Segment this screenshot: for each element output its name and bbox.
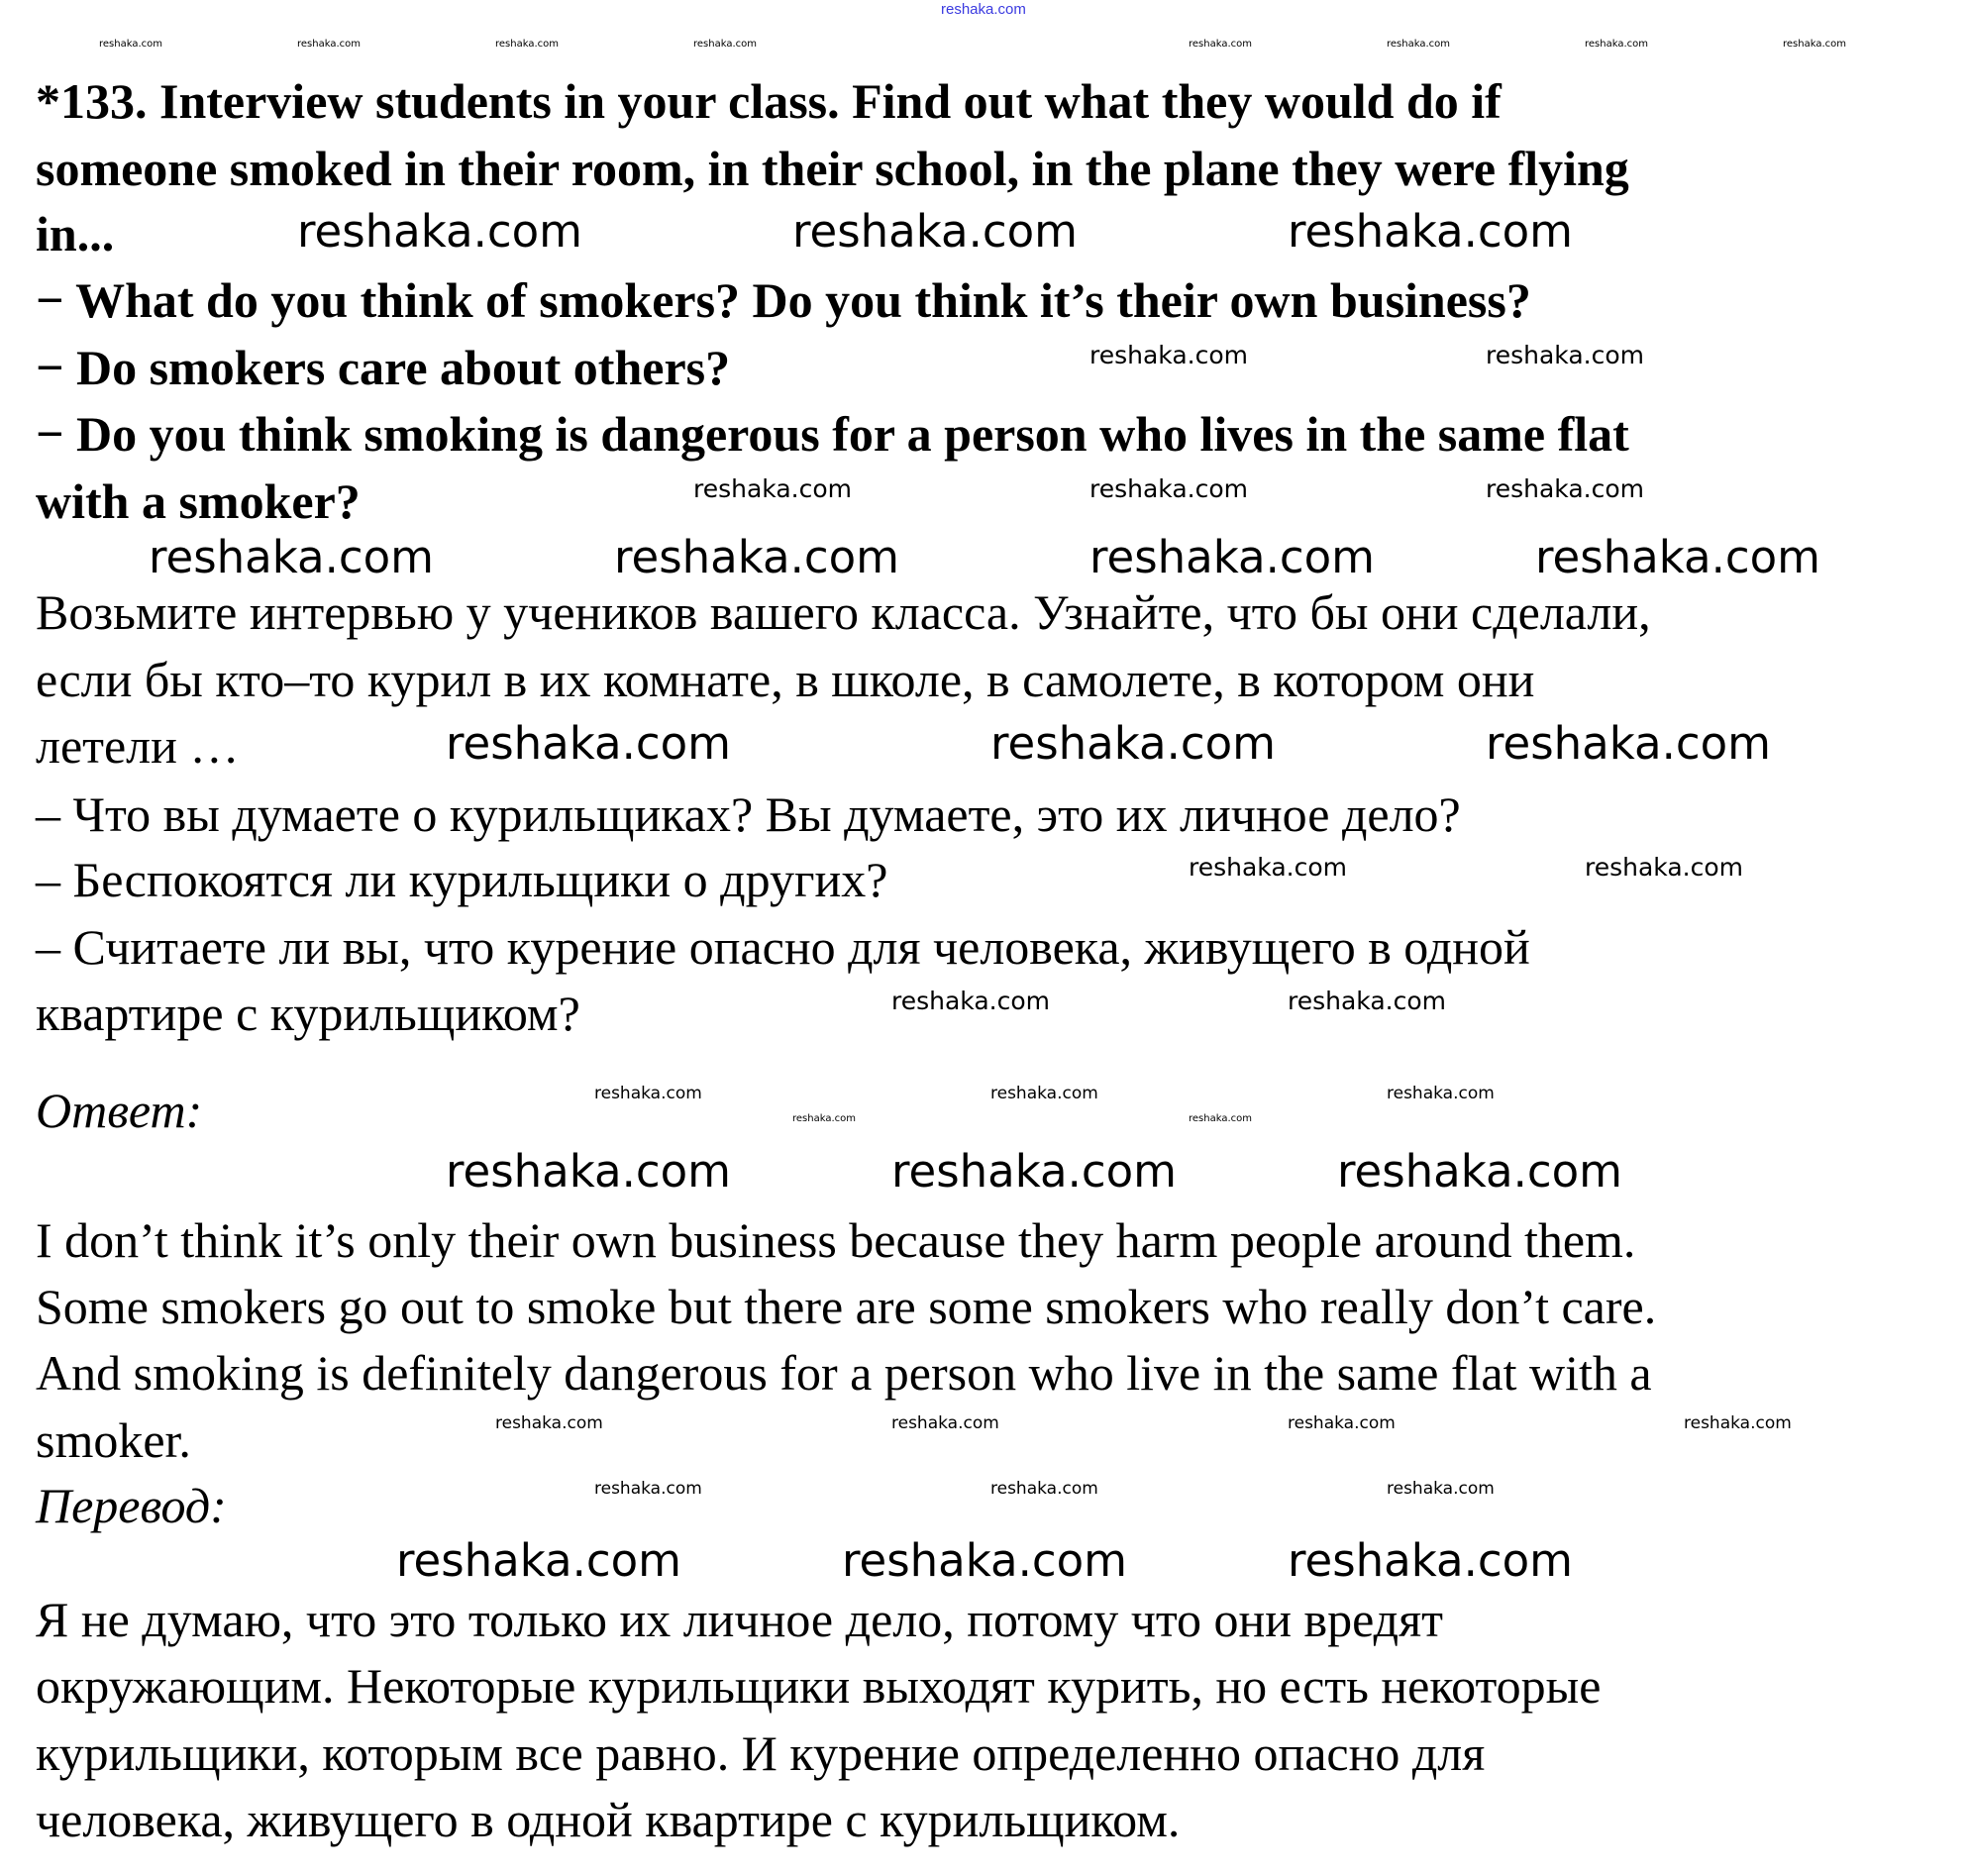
watermark: reshaka.com bbox=[1089, 474, 1248, 503]
watermark: reshaka.com bbox=[446, 1145, 731, 1198]
watermark: reshaka.com bbox=[693, 39, 757, 50]
top-watermark: reshaka.com bbox=[941, 1, 1026, 18]
translation-line: Я не думаю, что это только их личное дело, потому что они вредят bbox=[36, 1592, 1443, 1647]
watermark: reshaka.com bbox=[693, 474, 852, 503]
watermark: reshaka.com bbox=[1387, 39, 1450, 50]
task-question: − Do you think smoking is dangerous for a person who lives in the same flat bbox=[36, 406, 1629, 462]
task-ru-line: – Что вы думаете о курильщиках? Вы думаете, это их личное дело? bbox=[36, 786, 1461, 842]
watermark: reshaka.com bbox=[297, 39, 361, 50]
watermark: reshaka.com bbox=[297, 205, 582, 258]
watermark: reshaka.com bbox=[396, 1534, 681, 1587]
watermark: reshaka.com bbox=[1288, 1413, 1396, 1433]
watermark: reshaka.com bbox=[1387, 1479, 1495, 1499]
watermark: reshaka.com bbox=[1585, 853, 1743, 882]
watermark: reshaka.com bbox=[1189, 853, 1347, 882]
watermark: reshaka.com bbox=[1486, 717, 1771, 770]
watermark: reshaka.com bbox=[594, 1084, 702, 1103]
watermark: reshaka.com bbox=[891, 987, 1050, 1015]
watermark: reshaka.com bbox=[792, 205, 1078, 258]
translation-line: курильщики, которым все равно. И курение определенно опасно для bbox=[36, 1725, 1486, 1781]
watermark: reshaka.com bbox=[1535, 531, 1820, 583]
watermark: reshaka.com bbox=[149, 531, 434, 583]
watermark: reshaka.com bbox=[990, 1479, 1098, 1499]
translation-line: человека, живущего в одной квартире с курильщиком. bbox=[36, 1792, 1181, 1847]
answer-line: smoker. bbox=[36, 1412, 191, 1468]
watermark: reshaka.com bbox=[99, 39, 162, 50]
watermark: reshaka.com bbox=[495, 1413, 603, 1433]
watermark: reshaka.com bbox=[1486, 341, 1644, 369]
watermark: reshaka.com bbox=[1288, 987, 1446, 1015]
watermark: reshaka.com bbox=[990, 1084, 1098, 1103]
watermark: reshaka.com bbox=[594, 1479, 702, 1499]
task-question: with a smoker? bbox=[36, 473, 361, 529]
watermark: reshaka.com bbox=[891, 1413, 999, 1433]
watermark: reshaka.com bbox=[614, 531, 899, 583]
task-question: − Do smokers care about others? bbox=[36, 340, 731, 395]
watermark: reshaka.com bbox=[1089, 531, 1375, 583]
watermark: reshaka.com bbox=[1089, 341, 1248, 369]
task-question: − What do you think of smokers? Do you think it’s their own business? bbox=[36, 272, 1531, 328]
watermark: reshaka.com bbox=[1486, 474, 1644, 503]
answer-line: Some smokers go out to smoke but there are some smokers who really don’t care. bbox=[36, 1279, 1657, 1334]
watermark: reshaka.com bbox=[842, 1534, 1127, 1587]
task-line: someone smoked in their room, in their school, in the plane they were flying bbox=[36, 141, 1629, 196]
watermark: reshaka.com bbox=[990, 717, 1276, 770]
watermark: reshaka.com bbox=[1189, 1113, 1252, 1124]
watermark: reshaka.com bbox=[1783, 39, 1846, 50]
task-ru-line: квартире с курильщиком? bbox=[36, 986, 580, 1041]
task-ru-line: если бы кто–то курил в их комнате, в школе, в самолете, в котором они bbox=[36, 652, 1535, 707]
task-line: *133. Interview students in your class. Find out what they would do if bbox=[36, 73, 1502, 129]
task-ru-line: Возьмите интервью у учеников вашего класса. Узнайте, что бы они сделали, bbox=[36, 584, 1651, 640]
watermark: reshaka.com bbox=[891, 1145, 1177, 1198]
watermark: reshaka.com bbox=[1337, 1145, 1622, 1198]
watermark: reshaka.com bbox=[1189, 39, 1252, 50]
task-ru-line: летели … bbox=[36, 718, 240, 774]
watermark: reshaka.com bbox=[1288, 1534, 1573, 1587]
task-ru-line: – Считаете ли вы, что курение опасно для человека, живущего в одной bbox=[36, 919, 1530, 975]
translation-line: окружающим. Некоторые курильщики выходят курить, но есть некоторые bbox=[36, 1658, 1602, 1714]
watermark: reshaka.com bbox=[495, 39, 559, 50]
task-ru-line: – Беспокоятся ли курильщики о других? bbox=[36, 852, 888, 907]
translation-heading: Перевод: bbox=[36, 1478, 227, 1533]
watermark: reshaka.com bbox=[1288, 205, 1573, 258]
answer-line: I don’t think it’s only their own business because they harm people around them. bbox=[36, 1212, 1636, 1268]
answer-heading: Ответ: bbox=[36, 1083, 203, 1138]
watermark: reshaka.com bbox=[446, 717, 731, 770]
watermark: reshaka.com bbox=[1387, 1084, 1495, 1103]
task-line: in... bbox=[36, 206, 115, 261]
watermark: reshaka.com bbox=[1684, 1413, 1792, 1433]
watermark: reshaka.com bbox=[1585, 39, 1648, 50]
watermark: reshaka.com bbox=[792, 1113, 856, 1124]
answer-line: And smoking is definitely dangerous for a person who live in the same flat with a bbox=[36, 1345, 1652, 1401]
